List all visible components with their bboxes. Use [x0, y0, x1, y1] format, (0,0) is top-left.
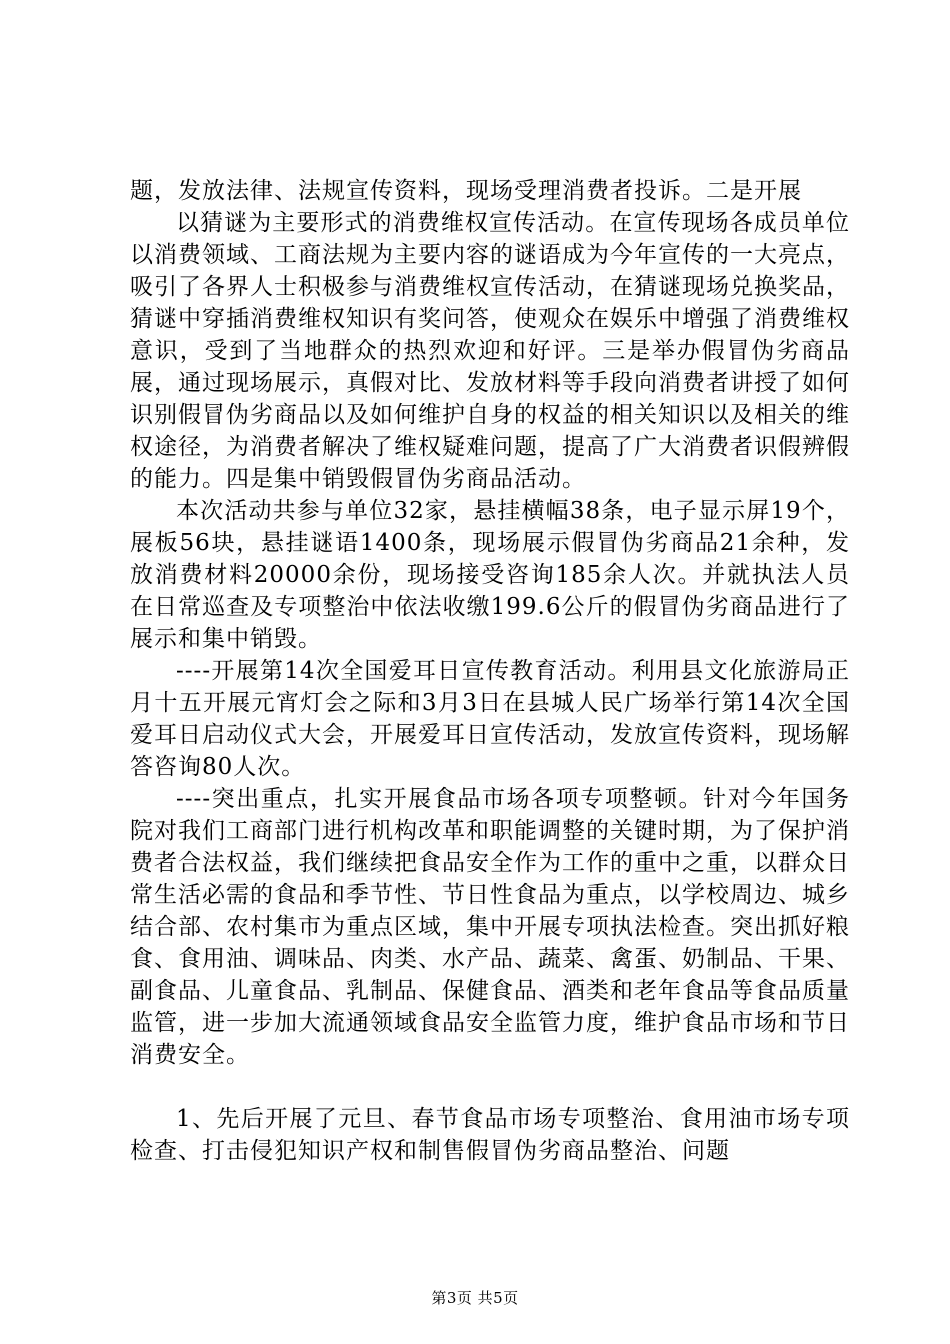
document-body	[130, 175, 850, 1167]
paragraph-food-market-rectification: ----突出重点，扎实开展食品市场各项专项整顿。针对今年国务院对我们工商部门进行机构改革和职能调整的关键时期，为了保护消费者合法权益，我们继续把食品安全作为工作的重中之重，以群众日常生活必需的食品和季节性、节日性食品为重点，以学校周边、城乡结合部、农村集市为重点区域，集中开展专项执法检查。突出抓好粮食、食用油、调味品、肉类、水产品、蔬菜、禽蛋、奶制品、干果、副食品、儿童食品、乳制品、保健食品、酒类和老年食品等食品质量监管，进一步加大流通领域食品安全监管力度，维护食品市场和节日消费安全。	[130, 786, 850, 1068]
paragraph-continuation: 题，发放法律、法规宣传资料，现场受理消费者投诉。二是开展	[130, 178, 802, 204]
paragraph-ear-care-day: ----开展第14次全国爱耳日宣传教育活动。利用县文化旅游局正月十五开展元宵灯会之际和3月3日在县城人民广场举行第14次全国爱耳日启动仪式大会，开展爱耳日宣传活动，发放宣传资料，现场解答咨询80人次。	[130, 658, 850, 780]
paragraph-item-1: 1、先后开展了元旦、春节食品市场专项整治、食用油市场专项检查、打击侵犯知识产权和制售假冒伪劣商品整治、问题	[130, 1106, 850, 1164]
paragraph-activity-statistics: 本次活动共参与单位32家，悬挂横幅38条，电子显示屏19个，展板56块，悬挂谜语1400条，现场展示假冒伪劣商品21余种，发放消费材料20000余份，现场接受咨询185余人次。并就执法人员在日常巡查及专项整治中依法收缴199.6公斤的假冒伪劣商品进行了展示和集中销毁。	[130, 498, 850, 652]
paragraph-riddle-activity: 以猜谜为主要形式的消费维权宣传活动。在宣传现场各成员单位以消费领域、工商法规为主要内容的谜语成为今年宣传的一大亮点，吸引了各界人士积极参与消费维权宣传活动，在猜谜现场兑换奖品，猜谜中穿插消费维权知识有奖问答，使观众在娱乐中增强了消费维权意识，受到了当地群众的热烈欢迎和好评。三是举办假冒伪劣商品展，通过现场展示，真假对比、发放材料等手段向消费者讲授了如何识别假冒伪劣商品以及如何维护自身的权益的相关知识以及相关的维权途径，为消费者解决了维权疑难问题，提高了广大消费者识假辨假的能力。四是集中销毁假冒伪劣商品活动。	[130, 210, 850, 492]
page-number-footer: 第3页 共5页	[431, 1289, 519, 1307]
